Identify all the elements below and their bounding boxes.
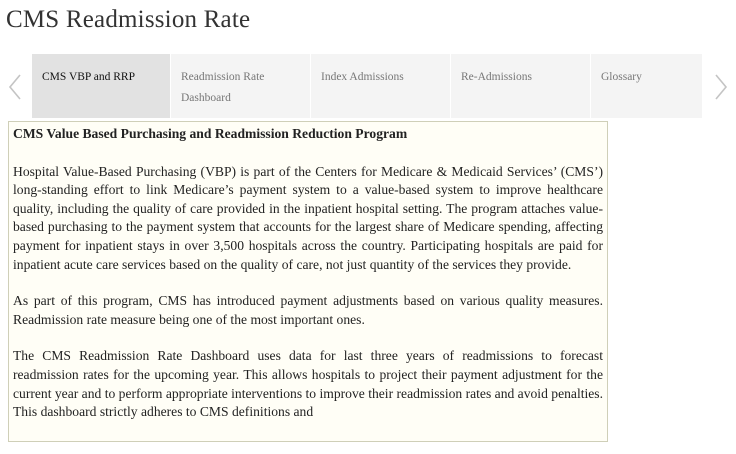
content-body <box>9 122 607 422</box>
content-paragraph: Hospital Value-Based Purchasing (VBP) is part of the Centers for Medicare & Medicaid Services’ (CMS’) long-standing effort to link Medicare’s payment system to a value-based system to improve healthcare quality, including the quality of care provided in the inpatient hospital setting. The program attaches value-based purchasing to the payment system that accounts for the largest share of Medicare spending, affecting payment for inpatient stays in over 3,500 hospitals across the country. Participating hospitals are paid for inpatient acute care services based on the quality of care, not just quantity of the services they provide. <box>13 163 603 272</box>
tab-cms-vbp-and-rrp[interactable]: CMS VBP and RRP <box>32 54 171 118</box>
page-title: CMS Readmission Rate <box>6 6 251 33</box>
tab-list <box>32 54 703 118</box>
content-heading: CMS Value Based Purchasing and Readmission Reduction Program <box>13 126 408 141</box>
chevron-right-icon <box>709 72 731 102</box>
content-panel[interactable] <box>8 121 608 442</box>
tab-scroll-next-button[interactable] <box>709 72 731 102</box>
tab-glossary[interactable]: Glossary <box>591 54 703 118</box>
tab-readmission-rate-dashboard[interactable]: Readmission Rate Dashboard <box>171 54 311 118</box>
content-paragraph: As part of this program, CMS has introduced payment adjustments based on various quality measures. Readmission rate measure being one of the most important ones. <box>13 293 603 327</box>
content-paragraph: The CMS Readmission Rate Dashboard uses data for last three years of readmissions to forecast readmission rates for the upcoming year. This allows hospitals to project their payment adjustment for the current year and to perform appropriate interventions to improve their readmission rates and avoid penalties. This dashboard strictly adheres to CMS definitions and <box>13 348 603 420</box>
tab-re-admissions[interactable]: Re-Admissions <box>451 54 591 118</box>
tab-bar <box>0 54 736 118</box>
chevron-left-icon <box>5 72 27 102</box>
tab-index-admissions[interactable]: Index Admissions <box>311 54 451 118</box>
tab-scroll-prev-button[interactable] <box>5 72 27 102</box>
